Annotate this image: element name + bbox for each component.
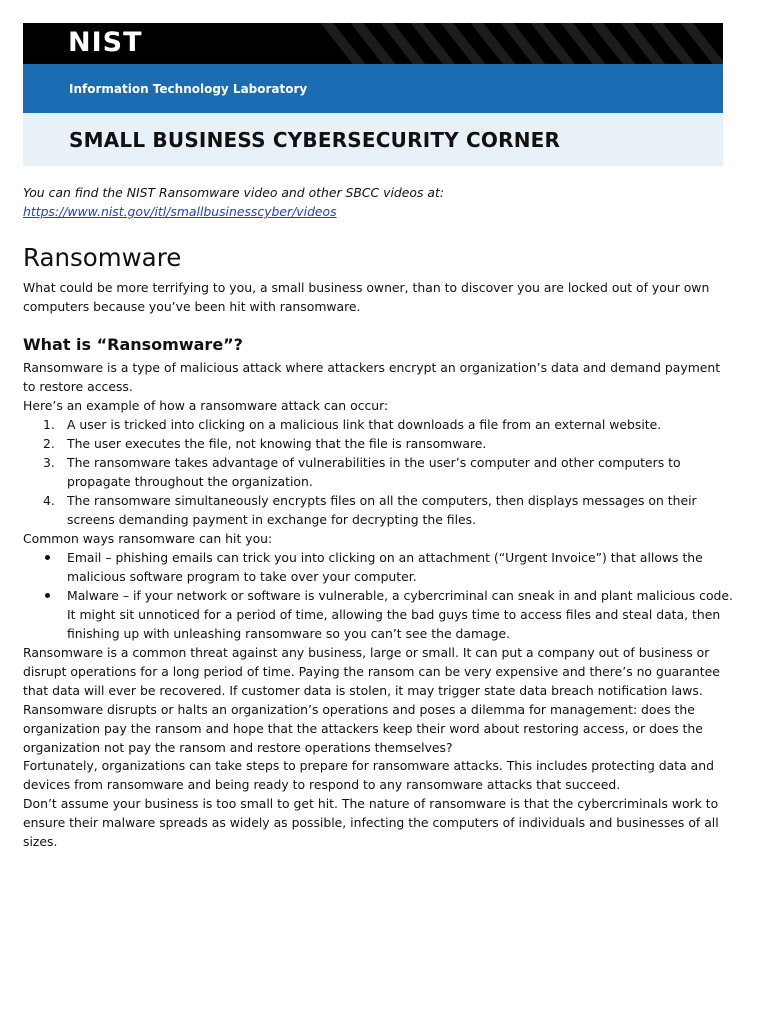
intro-text: You can find the NIST Ransomware video and other SBCC videos at: xyxy=(23,185,445,200)
nist-banner xyxy=(23,23,723,166)
bullet-icon xyxy=(43,548,63,567)
list-number: 2. xyxy=(43,436,55,451)
list-number: 3. xyxy=(43,455,55,470)
corner-title: SMALL BUSINESS CYBERSECURITY CORNER xyxy=(69,128,561,152)
banner-title-band xyxy=(23,113,723,166)
nist-logo: NIST xyxy=(68,27,143,58)
body-paragraph: Don’t assume your business is too small to get hit. The nature of ransomware is that the cybercriminals work to ensure their malware spreads as widely as possible, infecting the computers of individuals and businesses of all sizes. xyxy=(23,796,719,849)
banner-blue-band xyxy=(23,64,723,113)
example-intro: Here’s an example of how a ransomware attack can occur: xyxy=(23,398,389,413)
page-title: Ransomware xyxy=(23,243,182,272)
bullet-icon xyxy=(43,586,63,605)
body-paragraph: Ransomware is a common threat against any business, large or small. It can put a company out of business or disrupt operations for a long period of time. Paying the ransom can be very expensive and there’s no guarantee that data will ever be recovered. If customer data is stolen, it may trigger state data breach notification laws. xyxy=(23,645,720,698)
list-item-text: The user executes the file, not knowing that the file is ransomware. xyxy=(67,436,487,451)
list-item-text: Email – phishing emails can trick you into clicking on an attachment (“Urgent Invoice”) that allows the malicious software program to take over your computer. xyxy=(67,550,703,584)
common-ways-intro: Common ways ransomware can hit you: xyxy=(23,531,273,546)
body-paragraph: Fortunately, organizations can take steps to prepare for ransomware attacks. This includes protecting data and devices from ransomware and being ready to respond to any ransomware attacks that succeed. xyxy=(23,758,714,792)
section-heading: What is “Ransomware”? xyxy=(23,335,243,354)
body-paragraph: Ransomware disrupts or halts an organization’s operations and poses a dilemma for management: does the organization pay the ransom and hope that the attackers keep their word about restoring access, or does the organization not pay the ransom and restore operations themselves? xyxy=(23,702,703,755)
intro-note xyxy=(23,183,723,221)
list-item-text: Malware – if your network or software is vulnerable, a cybercriminal can sneak in and plant malicious code. It might sit unnoticed for a period of time, allowing the bad guys time to access files and steal data, then finishing up with unleashing ransomware so you can’t see the damage. xyxy=(67,588,733,641)
list-item-text: The ransomware takes advantage of vulnerabilities in the user’s computer and other computers to propagate throughout the organization. xyxy=(67,455,681,489)
opening-paragraph: What could be more terrifying to you, a small business owner, than to discover you are locked out of your own computers because you’ve been hit with ransomware. xyxy=(23,280,710,314)
lab-name: Information Technology Laboratory xyxy=(69,82,308,96)
list-item-text: The ransomware simultaneously encrypts files on all the computers, then displays messages on their screens demanding payment in exchange for decrypting the files. xyxy=(67,493,697,527)
banner-black-band xyxy=(23,23,723,64)
videos-link[interactable]: https://www.nist.gov/itl/smallbusinesscyber/videos xyxy=(23,204,337,219)
definition-paragraph: Ransomware is a type of malicious attack where attackers encrypt an organization’s data and demand payment to restore access. xyxy=(23,360,721,394)
list-number: 4. xyxy=(43,493,55,508)
list-number: 1. xyxy=(43,417,55,432)
list-item-text: A user is tricked into clicking on a malicious link that downloads a file from an external website. xyxy=(67,417,662,432)
